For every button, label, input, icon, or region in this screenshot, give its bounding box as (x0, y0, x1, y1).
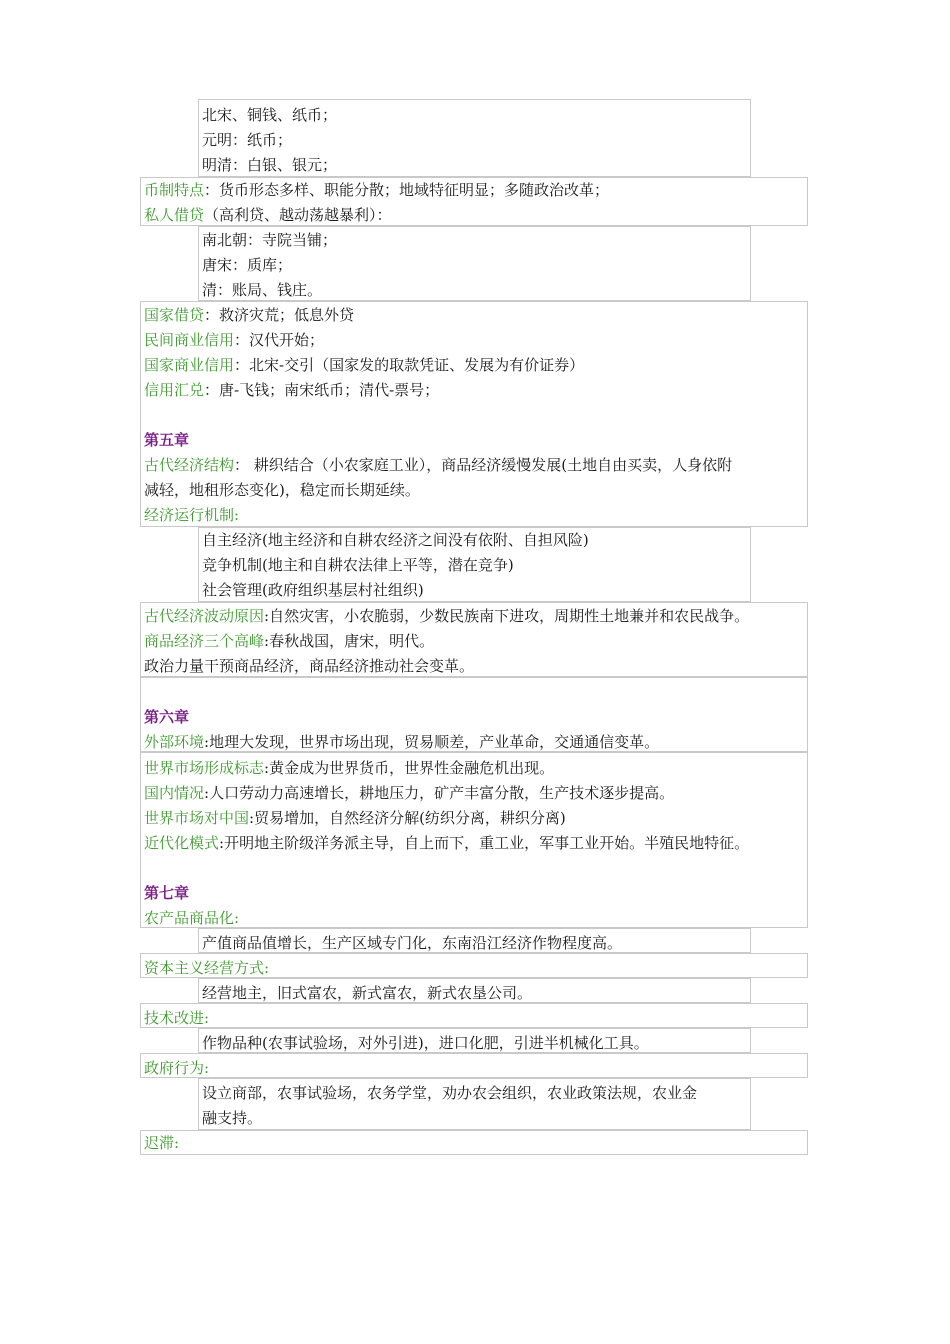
ch5-mechanism-label: 经济运行机制 (144, 506, 235, 524)
private-item-qing: 清：账局、钱庄。 (202, 281, 323, 299)
ch6-environment-label: 外部环境 (144, 733, 205, 751)
ch7-tech (144, 1006, 209, 1031)
ch7-tech-text: 作物品种(农事试验场，对外引进)，进口化肥，引进半机械化工具。 (202, 1034, 649, 1052)
ch6-domestic-label: 国内情况 (144, 784, 205, 802)
chapter-7-title: 第七章 (144, 884, 190, 902)
state-loan-text: ：救济灾荒；低息外贷 (204, 306, 355, 324)
ch5-structure-text: ： 耕织结合（小农家庭工业），商品经济缓慢发展(土地自由买卖，人身依附 (234, 456, 733, 474)
ch5-mechanism (144, 503, 239, 528)
currency-item-mingqing: 明清：白银、银元； (202, 156, 338, 174)
ch7-capitalist-label: 资本主义经营方式 (144, 959, 265, 977)
state-loan (144, 303, 354, 328)
folk-credit (144, 328, 324, 353)
ch7-gov-colon: : (204, 1059, 210, 1077)
ch5-mech-item-management: 社会管理(政府组织基层村社组织) (202, 581, 424, 599)
ch7-agri-text: 产值商品值增长，生产区域专门化，东南沿江经济作物程度高。 (202, 934, 623, 952)
ch7-gov (144, 1056, 209, 1081)
private-loan-text: （高利贷、越动荡越暴利）： (204, 206, 392, 224)
ch6-domestic-text: :人口劳动力高速增长，耕地压力，矿产丰富分散，生产技术逐步提高。 (204, 784, 675, 802)
ch7-stagnation (144, 1131, 179, 1156)
ch6-market-mark (144, 756, 554, 781)
private-item-nanbei: 南北朝：寺院当铺； (202, 231, 338, 249)
currency-features-text: ：货币形态多样、职能分散；地域特征明显；多随政治改革； (204, 181, 610, 199)
ch5-fluctuation (144, 604, 749, 629)
credit-remittance-text: ：唐-飞钱；南宋纸币；清代-票号； (204, 381, 440, 399)
private-loan-label: 私人借贷 (144, 206, 205, 224)
block-ch7-tech-label (140, 1003, 808, 1028)
ch6-market-mark-text: :黄金成为世界货币，世界性金融危机出现。 (264, 759, 555, 777)
ch6-china-label: 世界市场对中国 (144, 809, 250, 827)
ch6-environment-text: :地理大发现，世界市场出现，贸易顺差，产业革命，交通通信变革。 (204, 733, 660, 751)
ch5-mech-item-autonomy: 自主经济(地主经济和自耕农经济之间没有依附、自担风险) (202, 531, 589, 549)
ch6-china-text: :贸易增加，自然经济分解(纺织分离，耕织分离) (249, 809, 566, 827)
ch7-capitalist-text: 经营地主，旧式富农，新式富农，新式农垦公司。 (202, 984, 533, 1002)
ch6-domestic (144, 781, 674, 806)
ch6-market-mark-label: 世界市场形成标志 (144, 759, 265, 777)
ch7-capitalist-colon: : (264, 959, 270, 977)
ch6-modernization (144, 831, 749, 856)
ch5-peaks (144, 629, 434, 654)
state-commercial-credit (144, 353, 584, 378)
ch7-agri-label: 农产品商品化 (144, 909, 235, 927)
ch7-tech-label: 技术改进 (144, 1009, 205, 1027)
ch6-environment (144, 730, 659, 755)
ch7-gov-label: 政府行为 (144, 1059, 205, 1077)
state-loan-label: 国家借贷 (144, 306, 205, 324)
block-ch7-stag (140, 1130, 808, 1155)
folk-credit-text: ：汉代开始； (234, 331, 325, 349)
currency-features-label: 币制特点 (144, 181, 205, 199)
ch5-structure (144, 453, 732, 478)
ch5-fluctuation-text: :自然灾害，小农脆弱，少数民族南下进攻，周期性土地兼并和农民战争。 (264, 607, 750, 625)
chapter-6-title: 第六章 (144, 708, 190, 726)
private-item-tangsong: 唐宋：质库； (202, 256, 293, 274)
ch6-modernization-text: :开明地主阶级洋务派主导，自上而下，重工业，军事工业开始。半殖民地特征。 (219, 834, 750, 852)
credit-remittance-label: 信用汇兑 (144, 381, 205, 399)
ch7-gov-text-1: 设立商部，农事试验场，农务学堂，劝办农会组织，农业政策法规，农业金 (202, 1084, 698, 1102)
state-commercial-credit-label: 国家商业信用 (144, 356, 235, 374)
ch7-stagnation-label: 迟滞 (144, 1134, 175, 1152)
ch5-structure-label: 古代经济结构 (144, 456, 235, 474)
ch7-stagnation-colon: : (174, 1134, 180, 1152)
ch5-politics: 政治力量干预商品经济，商品经济推动社会变革。 (144, 657, 475, 675)
private-loan (144, 203, 392, 228)
ch5-peaks-text: :春秋战国，唐宋，明代。 (264, 632, 435, 650)
chapter-5-title: 第五章 (144, 431, 190, 449)
ch7-gov-text-2: 融支持。 (202, 1109, 263, 1127)
ch7-tech-colon: : (204, 1009, 210, 1027)
ch7-agri-colon: : (234, 909, 240, 927)
ch5-fluctuation-label: 古代经济波动原因 (144, 607, 265, 625)
block-ch7-gov-label (140, 1053, 808, 1078)
ch5-structure-cont: 减轻，地租形态变化)，稳定而长期延续。 (144, 481, 420, 499)
ch5-peaks-label: 商品经济三个高峰 (144, 632, 265, 650)
ch6-china (144, 806, 566, 831)
ch5-mech-item-competition: 竞争机制(地主和自耕农法律上平等，潜在竞争) (202, 556, 514, 574)
ch6-modernization-label: 近代化模式 (144, 834, 220, 852)
ch7-capitalist (144, 956, 269, 981)
state-commercial-credit-text: ：北宋-交引（国家发的取款凭证、发展为有价证券） (234, 356, 585, 374)
currency-item-yuanming: 元明：纸币； (202, 131, 293, 149)
ch7-agri (144, 906, 239, 931)
folk-credit-label: 民间商业信用 (144, 331, 235, 349)
currency-item-song: 北宋、铜钱、纸币； (202, 106, 338, 124)
credit-remittance (144, 378, 439, 403)
ch5-mechanism-colon: : (234, 506, 240, 524)
currency-features (144, 178, 609, 203)
